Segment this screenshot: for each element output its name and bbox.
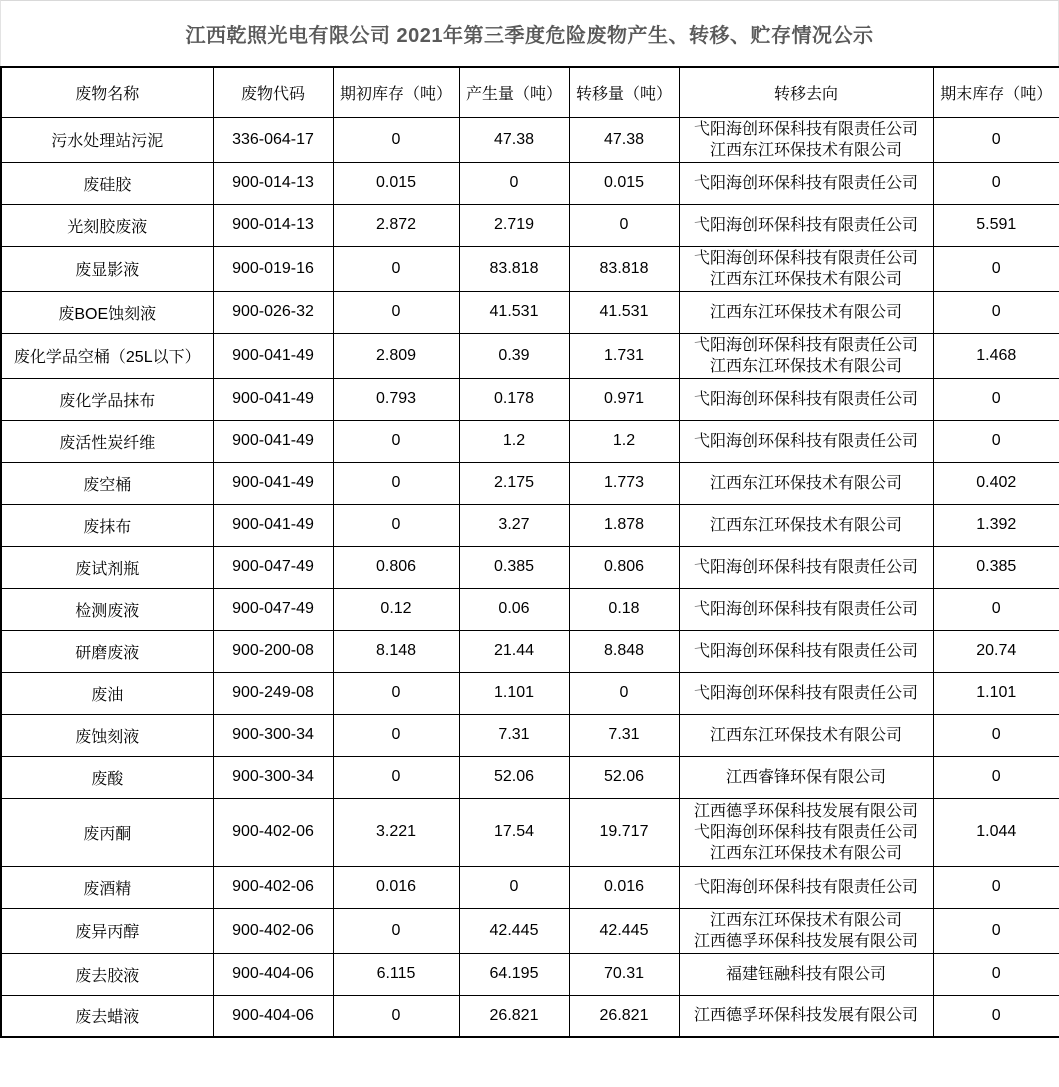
- table-row: [1, 420, 1059, 462]
- cell-transferred-amount: 70.31: [569, 953, 679, 995]
- cell-final-stock: 0: [933, 588, 1059, 630]
- cell-waste-code: 900-041-49: [213, 420, 333, 462]
- destination-company: 江西东江环保技术有限公司: [709, 844, 902, 862]
- cell-waste-name: 废酒精: [1, 866, 213, 908]
- cell-initial-stock: 8.148: [333, 630, 459, 672]
- destination-company: 弋阳海创环保科技有限责任公司: [693, 120, 918, 138]
- destination-company: 江西东江环保技术有限公司: [709, 726, 902, 744]
- cell-waste-name: 废蚀刻液: [1, 714, 213, 756]
- cell-final-stock: 0: [933, 866, 1059, 908]
- cell-initial-stock: 0: [333, 756, 459, 798]
- cell-waste-name: 废去蜡液: [1, 995, 213, 1037]
- cell-generated-amount: 2.175: [459, 462, 569, 504]
- cell-waste-name: 污水处理站污泥: [1, 117, 213, 162]
- cell-final-stock: 0: [933, 908, 1059, 953]
- cell-waste-code: 900-014-13: [213, 162, 333, 204]
- cell-waste-name: 研磨废液: [1, 630, 213, 672]
- cell-generated-amount: 64.195: [459, 953, 569, 995]
- cell-waste-code: 900-041-49: [213, 462, 333, 504]
- cell-final-stock: 0: [933, 117, 1059, 162]
- cell-initial-stock: 0.016: [333, 866, 459, 908]
- cell-initial-stock: 0: [333, 714, 459, 756]
- cell-waste-code: 900-019-16: [213, 246, 333, 291]
- destination-company: 弋阳海创环保科技有限责任公司: [693, 878, 918, 896]
- cell-destinations: [679, 630, 933, 672]
- cell-generated-amount: 2.719: [459, 204, 569, 246]
- cell-transferred-amount: 0.18: [569, 588, 679, 630]
- cell-destinations: [679, 756, 933, 798]
- cell-final-stock: 1.468: [933, 333, 1059, 378]
- col-header-destination: 转移去向: [679, 67, 933, 117]
- cell-initial-stock: 0: [333, 291, 459, 333]
- destination-company: 弋阳海创环保科技有限责任公司: [693, 336, 918, 354]
- destination-company: 江西东江环保技术有限公司: [709, 303, 902, 321]
- cell-transferred-amount: 0.015: [569, 162, 679, 204]
- cell-generated-amount: 0: [459, 162, 569, 204]
- cell-final-stock: 0: [933, 291, 1059, 333]
- cell-initial-stock: 0: [333, 672, 459, 714]
- cell-destinations: [679, 504, 933, 546]
- cell-waste-name: 检测废液: [1, 588, 213, 630]
- table-row: [1, 546, 1059, 588]
- cell-initial-stock: 0: [333, 246, 459, 291]
- cell-initial-stock: 0: [333, 117, 459, 162]
- cell-generated-amount: 0: [459, 866, 569, 908]
- cell-final-stock: 0: [933, 995, 1059, 1037]
- cell-transferred-amount: 83.818: [569, 246, 679, 291]
- destination-company: 江西东江环保技术有限公司: [709, 516, 902, 534]
- cell-destinations: [679, 204, 933, 246]
- cell-waste-code: 900-047-49: [213, 588, 333, 630]
- destination-company: 江西睿锋环保有限公司: [725, 768, 886, 786]
- cell-waste-name: 废抹布: [1, 504, 213, 546]
- cell-final-stock: 0: [933, 246, 1059, 291]
- cell-waste-name: 废异丙醇: [1, 908, 213, 953]
- table-row: [1, 995, 1059, 1037]
- cell-destinations: [679, 908, 933, 953]
- destination-company: 弋阳海创环保科技有限责任公司: [693, 174, 918, 192]
- cell-waste-name: 废活性炭纤维: [1, 420, 213, 462]
- waste-table: [0, 66, 1059, 1038]
- cell-transferred-amount: 1.773: [569, 462, 679, 504]
- cell-transferred-amount: 52.06: [569, 756, 679, 798]
- destination-company: 弋阳海创环保科技有限责任公司: [693, 432, 918, 450]
- col-header-initial-stock: 期初库存（吨）: [333, 67, 459, 117]
- cell-generated-amount: 21.44: [459, 630, 569, 672]
- table-row: [1, 504, 1059, 546]
- cell-transferred-amount: 0: [569, 204, 679, 246]
- cell-generated-amount: 0.385: [459, 546, 569, 588]
- table-row: [1, 866, 1059, 908]
- destination-company: 弋阳海创环保科技有限责任公司: [693, 600, 918, 618]
- cell-initial-stock: 6.115: [333, 953, 459, 995]
- table-row: [1, 714, 1059, 756]
- table-row: [1, 378, 1059, 420]
- cell-final-stock: 1.101: [933, 672, 1059, 714]
- cell-waste-code: 900-404-06: [213, 953, 333, 995]
- cell-initial-stock: 3.221: [333, 798, 459, 866]
- cell-initial-stock: 0.793: [333, 378, 459, 420]
- table-row: [1, 588, 1059, 630]
- cell-final-stock: 5.591: [933, 204, 1059, 246]
- cell-transferred-amount: 0.016: [569, 866, 679, 908]
- cell-waste-name: 废空桶: [1, 462, 213, 504]
- destination-company: 江西东江环保技术有限公司: [709, 911, 902, 929]
- cell-generated-amount: 17.54: [459, 798, 569, 866]
- cell-final-stock: 0: [933, 953, 1059, 995]
- cell-waste-code: 900-402-06: [213, 908, 333, 953]
- cell-waste-code: 900-026-32: [213, 291, 333, 333]
- cell-initial-stock: 2.809: [333, 333, 459, 378]
- col-header-waste-name: 废物名称: [1, 67, 213, 117]
- cell-initial-stock: 0.806: [333, 546, 459, 588]
- cell-waste-name: 废丙酮: [1, 798, 213, 866]
- destination-company: 江西德孚环保科技发展有限公司: [693, 1007, 918, 1025]
- cell-waste-name: 废化学品抹布: [1, 378, 213, 420]
- cell-destinations: [679, 420, 933, 462]
- cell-waste-name: 废试剂瓶: [1, 546, 213, 588]
- cell-waste-code: 900-041-49: [213, 378, 333, 420]
- destination-company: 江西德孚环保科技发展有限公司: [693, 802, 918, 820]
- cell-generated-amount: 83.818: [459, 246, 569, 291]
- cell-initial-stock: 0: [333, 462, 459, 504]
- table-body: [1, 117, 1059, 1037]
- cell-final-stock: 0: [933, 162, 1059, 204]
- cell-destinations: [679, 162, 933, 204]
- cell-waste-name: 废显影液: [1, 246, 213, 291]
- table-row: [1, 953, 1059, 995]
- destination-company: 江西德孚环保科技发展有限公司: [693, 932, 918, 950]
- col-header-waste-code: 废物代码: [213, 67, 333, 117]
- cell-final-stock: 20.74: [933, 630, 1059, 672]
- cell-generated-amount: 0.39: [459, 333, 569, 378]
- destination-company: 弋阳海创环保科技有限责任公司: [693, 558, 918, 576]
- cell-destinations: [679, 953, 933, 995]
- cell-transferred-amount: 8.848: [569, 630, 679, 672]
- cell-waste-code: 900-300-34: [213, 714, 333, 756]
- cell-final-stock: 0.385: [933, 546, 1059, 588]
- col-header-final-stock: 期末库存（吨）: [933, 67, 1059, 117]
- cell-transferred-amount: 41.531: [569, 291, 679, 333]
- destination-company: 弋阳海创环保科技有限责任公司: [693, 216, 918, 234]
- cell-waste-code: 900-014-13: [213, 204, 333, 246]
- table-row: [1, 756, 1059, 798]
- cell-transferred-amount: 0.806: [569, 546, 679, 588]
- col-header-generated: 产生量（吨）: [459, 67, 569, 117]
- cell-destinations: [679, 117, 933, 162]
- cell-initial-stock: 0: [333, 504, 459, 546]
- destination-company: 江西东江环保技术有限公司: [709, 357, 902, 375]
- table-row: [1, 291, 1059, 333]
- cell-generated-amount: 1.101: [459, 672, 569, 714]
- cell-transferred-amount: 26.821: [569, 995, 679, 1037]
- destination-company: 弋阳海创环保科技有限责任公司: [693, 684, 918, 702]
- cell-waste-name: 废酸: [1, 756, 213, 798]
- table-row: [1, 204, 1059, 246]
- cell-waste-code: 900-404-06: [213, 995, 333, 1037]
- destination-company: 福建钰融科技有限公司: [725, 965, 886, 983]
- cell-final-stock: 0: [933, 420, 1059, 462]
- cell-destinations: [679, 378, 933, 420]
- cell-destinations: [679, 588, 933, 630]
- cell-waste-code: 900-200-08: [213, 630, 333, 672]
- cell-waste-name: 废油: [1, 672, 213, 714]
- cell-waste-code: 900-047-49: [213, 546, 333, 588]
- cell-transferred-amount: 0: [569, 672, 679, 714]
- table-row: [1, 246, 1059, 291]
- destination-company: 江西东江环保技术有限公司: [709, 474, 902, 492]
- cell-final-stock: 0.402: [933, 462, 1059, 504]
- cell-initial-stock: 0: [333, 420, 459, 462]
- cell-waste-name: 废去胶液: [1, 953, 213, 995]
- destination-company: 江西东江环保技术有限公司: [709, 141, 902, 159]
- table-row: [1, 672, 1059, 714]
- table-row: [1, 462, 1059, 504]
- cell-waste-name: 废化学品空桶（25L以下）: [1, 333, 213, 378]
- table-header-row: [1, 67, 1059, 117]
- destination-company: 弋阳海创环保科技有限责任公司: [693, 390, 918, 408]
- cell-waste-name: 废BOE蚀刻液: [1, 291, 213, 333]
- cell-final-stock: 1.392: [933, 504, 1059, 546]
- cell-waste-name: 光刻胶废液: [1, 204, 213, 246]
- cell-destinations: [679, 462, 933, 504]
- table-row: [1, 798, 1059, 866]
- cell-transferred-amount: 1.2: [569, 420, 679, 462]
- cell-destinations: [679, 995, 933, 1037]
- cell-destinations: [679, 546, 933, 588]
- cell-final-stock: 0: [933, 714, 1059, 756]
- page-title: 江西乾照光电有限公司 2021年第三季度危险废物产生、转移、贮存情况公示: [0, 0, 1059, 66]
- cell-transferred-amount: 47.38: [569, 117, 679, 162]
- cell-waste-code: 336-064-17: [213, 117, 333, 162]
- cell-generated-amount: 42.445: [459, 908, 569, 953]
- cell-waste-code: 900-300-34: [213, 756, 333, 798]
- cell-transferred-amount: 0.971: [569, 378, 679, 420]
- table-row: [1, 333, 1059, 378]
- cell-generated-amount: 47.38: [459, 117, 569, 162]
- cell-waste-code: 900-402-06: [213, 798, 333, 866]
- cell-destinations: [679, 714, 933, 756]
- cell-generated-amount: 7.31: [459, 714, 569, 756]
- cell-final-stock: 0: [933, 378, 1059, 420]
- destination-company: 弋阳海创环保科技有限责任公司: [693, 249, 918, 267]
- destination-company: 江西东江环保技术有限公司: [709, 270, 902, 288]
- cell-generated-amount: 0.06: [459, 588, 569, 630]
- table-row: [1, 908, 1059, 953]
- cell-transferred-amount: 7.31: [569, 714, 679, 756]
- cell-waste-code: 900-402-06: [213, 866, 333, 908]
- cell-waste-code: 900-041-49: [213, 333, 333, 378]
- cell-generated-amount: 3.27: [459, 504, 569, 546]
- cell-transferred-amount: 1.731: [569, 333, 679, 378]
- cell-initial-stock: 0: [333, 995, 459, 1037]
- cell-transferred-amount: 19.717: [569, 798, 679, 866]
- cell-final-stock: 1.044: [933, 798, 1059, 866]
- cell-initial-stock: 2.872: [333, 204, 459, 246]
- table-row: [1, 162, 1059, 204]
- cell-initial-stock: 0.015: [333, 162, 459, 204]
- cell-waste-code: 900-249-08: [213, 672, 333, 714]
- cell-generated-amount: 52.06: [459, 756, 569, 798]
- cell-generated-amount: 1.2: [459, 420, 569, 462]
- cell-transferred-amount: 1.878: [569, 504, 679, 546]
- cell-transferred-amount: 42.445: [569, 908, 679, 953]
- col-header-transferred: 转移量（吨）: [569, 67, 679, 117]
- destination-company: 弋阳海创环保科技有限责任公司: [693, 823, 918, 841]
- cell-destinations: [679, 866, 933, 908]
- cell-generated-amount: 0.178: [459, 378, 569, 420]
- cell-destinations: [679, 672, 933, 714]
- cell-destinations: [679, 333, 933, 378]
- cell-generated-amount: 26.821: [459, 995, 569, 1037]
- cell-destinations: [679, 246, 933, 291]
- table-row: [1, 630, 1059, 672]
- cell-initial-stock: 0: [333, 908, 459, 953]
- cell-final-stock: 0: [933, 756, 1059, 798]
- destination-company: 弋阳海创环保科技有限责任公司: [693, 642, 918, 660]
- cell-waste-code: 900-041-49: [213, 504, 333, 546]
- cell-waste-name: 废硅胶: [1, 162, 213, 204]
- cell-destinations: [679, 291, 933, 333]
- table-row: [1, 117, 1059, 162]
- cell-generated-amount: 41.531: [459, 291, 569, 333]
- cell-initial-stock: 0.12: [333, 588, 459, 630]
- cell-destinations: [679, 798, 933, 866]
